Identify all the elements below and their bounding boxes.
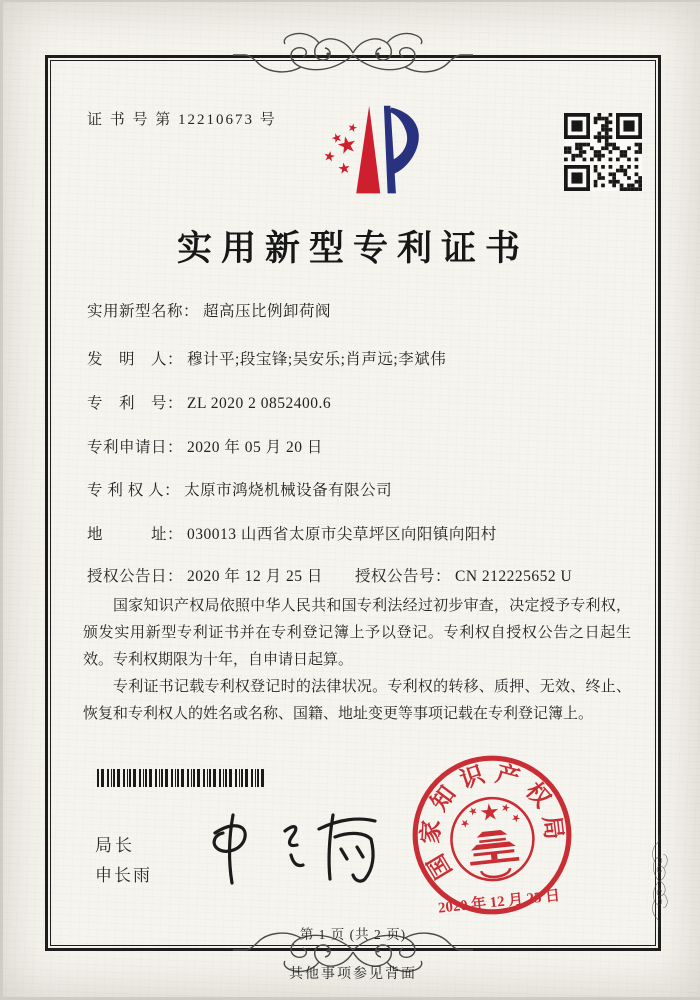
field-address bbox=[87, 522, 632, 544]
seal-char: 权 bbox=[519, 778, 556, 813]
field-label: 专 利 号： bbox=[87, 395, 184, 412]
field-label: 地 址： bbox=[87, 526, 184, 543]
border-flourish-top-icon bbox=[233, 29, 473, 81]
field-patent-number bbox=[87, 391, 632, 413]
official-seal bbox=[400, 743, 585, 928]
legal-paragraph-2: 专利证书记载专利权登记时的法律状况。专利权的转移、质押、无效、终止、恢复和专利权人的姓名或名称、国籍、地址变更等事项记载在专利登记簿上。 bbox=[83, 679, 631, 722]
field-value: ZL 2020 2 0852400.6 bbox=[187, 395, 332, 412]
field-patentee bbox=[87, 478, 632, 500]
national-emblem-icon bbox=[447, 794, 537, 884]
field-filing-date bbox=[87, 435, 632, 457]
field-label: 授权公告日： bbox=[87, 568, 184, 585]
field-utility-model-name bbox=[87, 299, 632, 321]
seal-char: 产 bbox=[492, 761, 523, 793]
field-label: 实用新型名称： bbox=[87, 303, 200, 320]
seal-char: 家 bbox=[418, 819, 446, 845]
page-number: 第 1 页 (共 2 页) bbox=[299, 927, 407, 942]
field-value: 穆计平;段宝锋;吴安乐;肖声远;李斌伟 bbox=[187, 351, 447, 368]
certificate-title: 实用新型专利证书 bbox=[176, 229, 529, 268]
field-label: 发 明 人： bbox=[87, 351, 184, 368]
field-label: 专利申请日： bbox=[87, 439, 184, 456]
seal-char: 局 bbox=[537, 814, 567, 841]
legal-paragraph-1: 国家知识产权局依照中华人民共和国专利法经过初步审查，决定授予专利权，颁发实用新型专利证书并在专利登记簿上予以登记。专利权自授权公告之日起生效。专利权期限为十年，自申请日起算。 bbox=[83, 598, 631, 668]
field-value: CN 212225652 U bbox=[455, 568, 573, 585]
field-grant-date bbox=[87, 564, 632, 586]
certificate-paper bbox=[3, 2, 700, 997]
border-flourish-right-icon bbox=[646, 835, 672, 927]
field-value: 2020 年 12 月 25 日 bbox=[187, 568, 323, 585]
barcode bbox=[97, 769, 269, 787]
legal-text bbox=[83, 593, 631, 728]
certificate-number: 证 书 号 第 12210673 号 bbox=[87, 112, 277, 128]
seal-char: 知 bbox=[426, 781, 462, 816]
cnipa-logo-icon bbox=[299, 103, 419, 197]
field-value: 2020 年 05 月 20 日 bbox=[187, 439, 323, 456]
qr-code bbox=[564, 113, 642, 191]
seal-char: 识 bbox=[457, 761, 488, 795]
seal-char: 国 bbox=[423, 849, 458, 883]
director-title: 局长 bbox=[95, 836, 135, 855]
field-label: 专 利 权 人： bbox=[87, 482, 181, 499]
field-label: 授权公告号： bbox=[355, 568, 452, 585]
director-name: 申长雨 bbox=[95, 866, 152, 885]
field-inventors bbox=[87, 347, 632, 369]
field-value: 030013 山西省太原市尖草坪区向阳镇向阳村 bbox=[187, 526, 497, 543]
seal-date: 2020 年 12 月 25 日 bbox=[437, 887, 561, 917]
field-grant-number bbox=[355, 564, 572, 586]
back-side-note: 其他事项参见背面 bbox=[289, 967, 417, 982]
field-value: 太原市鸿烧机械设备有限公司 bbox=[184, 482, 393, 499]
field-value: 超高压比例卸荷阀 bbox=[203, 303, 332, 320]
director-signature-handwriting bbox=[199, 803, 391, 891]
